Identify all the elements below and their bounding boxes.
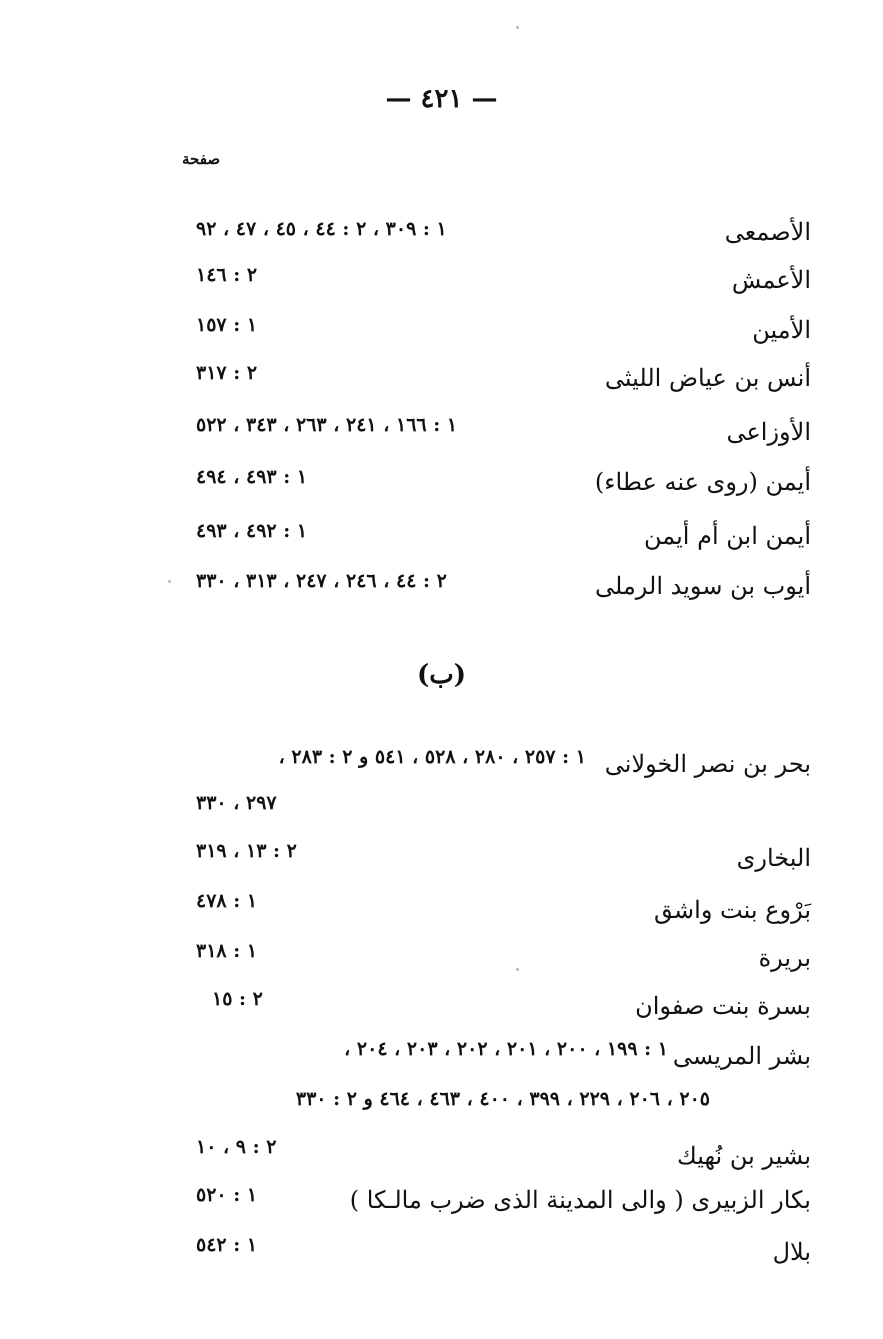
index-entry-name: الأمين [752,316,811,344]
index-entry-name: أنس بن عياض الليثى [604,364,811,392]
section-heading-ba: (ب) [416,660,467,690]
index-entry-name: أيمن (روى عنه عطاء) [594,468,811,496]
page-number: — ٤٢١ — [385,84,498,114]
index-entry-refs-continued: ٢٩٧ ، ٣٣٠ [196,792,277,814]
index-entry-name: الأوزاعى [726,418,811,446]
index-entry-name: بريرة [758,944,811,972]
index-entry-refs: ١ : ١٦٦ ، ٢٤١ ، ٢٦٣ ، ٣٤٣ ، ٥٢٢ [196,414,458,436]
index-entry-name: بشر المريسى [672,1042,811,1070]
index-entry-refs: ١ : ٤٩٣ ، ٤٩٤ [196,466,308,488]
index-entry-refs: ١ : ٤٩٢ ، ٤٩٣ [196,520,308,542]
index-entry-refs: ١ : ٤٧٨ [196,890,258,912]
index-entry-name: أيمن ابن أم أيمن [643,522,811,550]
index-entry-name: الأصمعى [724,218,811,246]
index-entry-refs: ٢ : ٣١٧ [196,362,258,384]
index-entry-name: البخارى [736,844,811,872]
scan-speck [516,968,519,971]
index-entry-refs: ١ : ٥٢٠ [196,1184,258,1206]
index-entry-refs: ١ : ٥٤٢ [196,1234,258,1256]
index-entry-refs: ١ : ٣١٨ [196,940,258,962]
index-entry-refs: ٢ : ١٤٦ [196,264,258,286]
page-column-label: صفحة [182,150,221,168]
index-entry-refs: ٢ : ١٣ ، ٣١٩ [196,840,297,862]
index-entry-refs-continued: ٢٠٥ ، ٢٠٦ ، ٢٢٩ ، ٣٩٩ ، ٤٠٠ ، ٤٦٣ ، ٤٦٤ و ٢ : ٣٣٠ [295,1088,710,1110]
scan-speck [168,580,171,583]
index-entry-name: أيوب بن سويد الرملى [595,572,811,600]
index-entry-refs: ٢ : ٩ ، ١٠ [196,1136,277,1158]
index-entry-name: بَرْوع بنت واشق [654,896,811,924]
scan-speck [516,26,519,29]
index-entry-refs: ٢ : ١٥ [212,988,263,1010]
index-entry-refs: ١ : ٣٠٩ ، ٢ : ٤٤ ، ٤٥ ، ٤٧ ، ٩٢ [196,218,447,240]
index-entry-name: بشير بن نُهيك [677,1142,811,1170]
index-entry-refs: ٢ : ٤٤ ، ٢٤٦ ، ٢٤٧ ، ٣١٣ ، ٣٣٠ [196,570,447,592]
index-entry-name: بسرة بنت صفوان [635,992,811,1020]
index-entry-name: بكار الزبيرى ( والى المدينة الذى ضرب مالـكا ) [349,1186,811,1214]
index-entry-name: بلال [772,1238,811,1266]
index-entry-refs: ١ : ١٥٧ [196,314,258,336]
index-entry-name: بحر بن نصر الخولانى [604,750,811,778]
index-entry-refs: ١ : ٢٥٧ ، ٢٨٠ ، ٥٢٨ ، ٥٤١ و ٢ : ٢٨٣ ، [278,746,586,768]
index-entry-name: الأعمش [731,266,811,294]
index-entry-refs: ١ : ١٩٩ ، ٢٠٠ ، ٢٠١ ، ٢٠٢ ، ٢٠٣ ، ٢٠٤ ، [344,1038,668,1060]
